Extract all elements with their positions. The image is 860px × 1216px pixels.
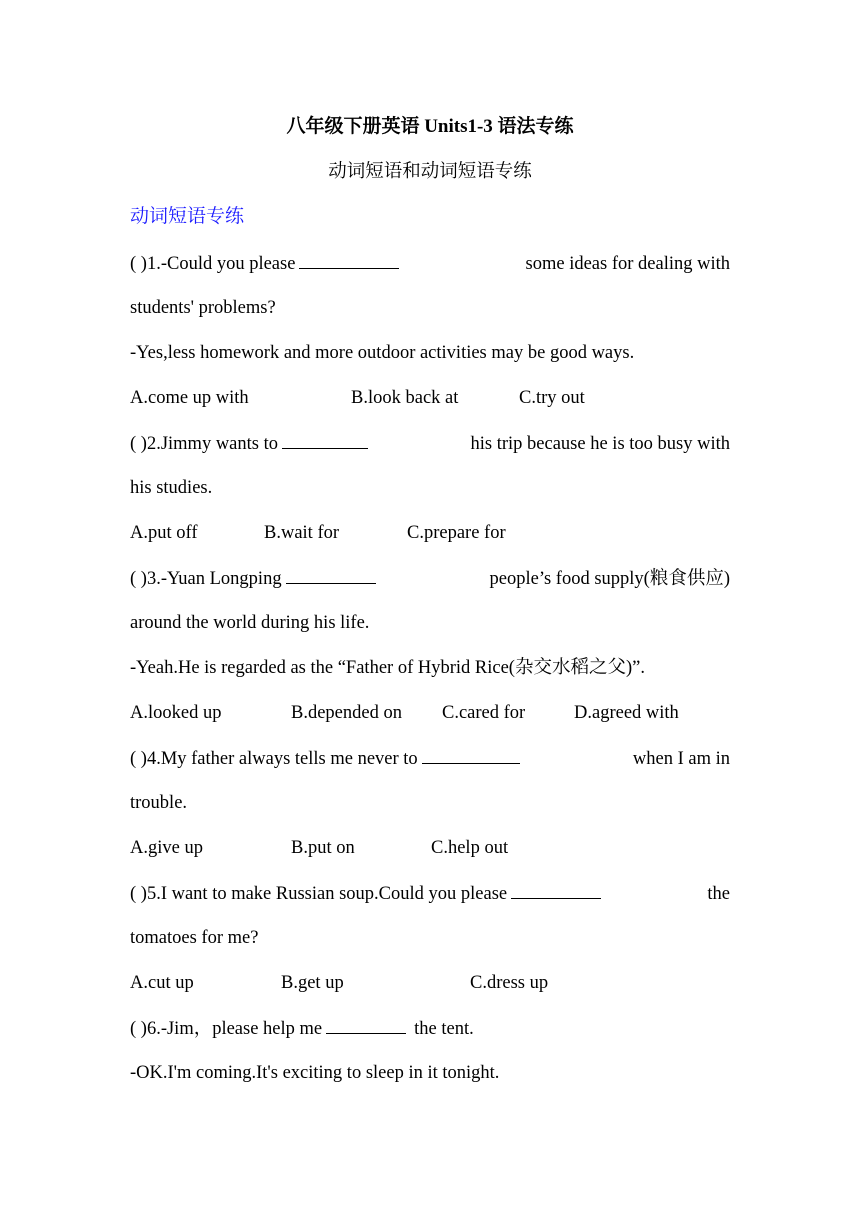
- option: C.cared for: [442, 703, 526, 723]
- question-1-line-3: -Yes,less homework and more outdoor activities may be good ways.: [130, 343, 635, 363]
- question-6-after-blank: the tent.: [414, 1019, 474, 1039]
- option: B.depended on: [291, 703, 402, 723]
- question-1-line-1: [130, 250, 730, 277]
- question-5-lead: ( )5.I want to make Russian soup.Could you please: [130, 884, 508, 904]
- question-2-lead: ( )2.Jimmy wants to: [130, 434, 278, 454]
- option: B.wait for: [264, 523, 340, 543]
- question-6-lead: ( )6.-Jim，please help me: [130, 1019, 323, 1039]
- question-3-after-blank: people’s food supply(粮食供应): [489, 569, 730, 589]
- page-subtitle: 动词短语和动词短语专练: [328, 162, 532, 182]
- question-4-lead: ( )4.My father always tells me never to: [130, 749, 418, 769]
- question-4-line-2: trouble.: [130, 793, 188, 813]
- question-6-line-2: -OK.I'm coming.It's exciting to sleep in it tonight.: [130, 1063, 500, 1083]
- question-5-line-1: [130, 880, 730, 907]
- option: A.put off: [130, 523, 198, 543]
- option: B.get up: [281, 973, 344, 993]
- option: C.help out: [431, 838, 509, 858]
- option: A.come up with: [130, 388, 249, 408]
- option: C.try out: [519, 388, 585, 408]
- question-3-line-1: [130, 565, 730, 592]
- option: B.look back at: [351, 388, 459, 408]
- answer-blank[interactable]: [282, 430, 368, 449]
- option: C.dress up: [470, 973, 549, 993]
- option: D.agreed with: [574, 703, 679, 723]
- option: C.prepare for: [407, 523, 506, 543]
- answer-blank[interactable]: [286, 565, 376, 584]
- question-3-line-2: around the world during his life.: [130, 613, 370, 633]
- answer-blank[interactable]: [511, 880, 601, 899]
- option: A.cut up: [130, 973, 194, 993]
- question-5-line-2: tomatoes for me?: [130, 928, 259, 948]
- question-1-line-2: students' problems?: [130, 298, 276, 318]
- question-4-line-1: [130, 745, 730, 772]
- question-2-after-blank: his trip because he is too busy with: [470, 434, 730, 454]
- question-1-after-blank: some ideas for dealing with: [525, 254, 730, 274]
- answer-blank[interactable]: [422, 745, 520, 764]
- option: A.looked up: [130, 703, 222, 723]
- answer-blank[interactable]: [326, 1015, 406, 1034]
- question-3-lead: ( )3.-Yuan Longping: [130, 569, 282, 589]
- question-6-line-1: [130, 1015, 730, 1042]
- question-4-after-blank: when I am in: [632, 749, 730, 769]
- option: A.give up: [130, 838, 203, 858]
- page-title: 八年级下册英语 Units1-3 语法专练: [286, 116, 574, 137]
- option: B.put on: [291, 838, 355, 858]
- question-2-line-1: [130, 430, 730, 457]
- section-heading: 动词短语专练: [130, 206, 245, 227]
- question-3-line-3: -Yeah.He is regarded as the “Father of Hybrid Rice(杂交水稻之父)”.: [130, 658, 645, 678]
- question-2-line-2: his studies.: [130, 478, 213, 498]
- answer-blank[interactable]: [299, 250, 399, 269]
- question-5-after-blank: the: [707, 884, 730, 904]
- question-1-lead: ( )1.-Could you please: [130, 254, 296, 274]
